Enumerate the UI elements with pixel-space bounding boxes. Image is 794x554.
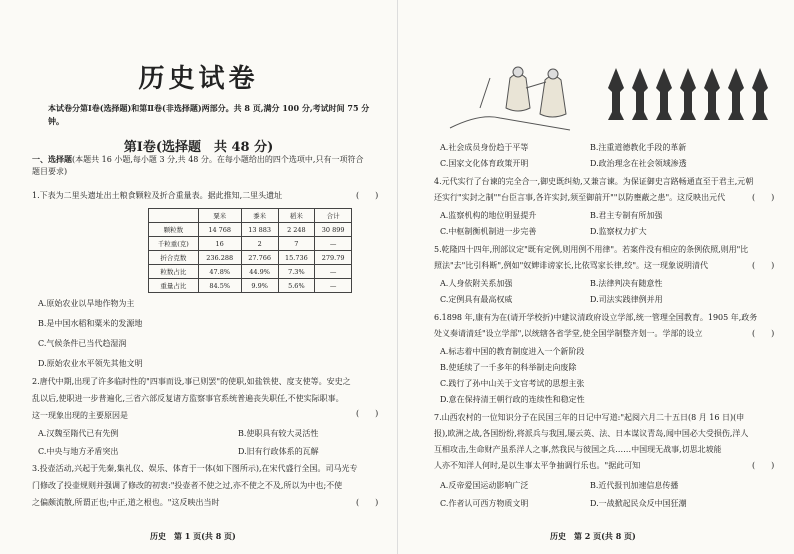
table-row bbox=[149, 237, 352, 251]
table-header-row bbox=[149, 209, 352, 223]
table-cell: 279.79 bbox=[315, 251, 352, 265]
question-5-line: 5.乾隆四十四年,刑部议定"既有定例,则用例不用律"。若案件没有相应的条例依照,则用"比 bbox=[434, 245, 749, 254]
q1-option-d: D.原始农业水平领先其他文明 bbox=[38, 359, 143, 368]
q7-option-a: A.反帝爱国运动影响广泛 bbox=[440, 481, 529, 490]
table-header: 黍米 bbox=[241, 209, 278, 223]
table-header: 合计 bbox=[315, 209, 352, 223]
q3-option-d: D.政治理念在社会领域渗透 bbox=[590, 159, 687, 168]
q4-option-c: C.中枢制衡机制进一步完善 bbox=[440, 227, 537, 236]
table-row bbox=[149, 265, 352, 279]
table-cell: 13 883 bbox=[241, 223, 278, 237]
table-cell: 14 768 bbox=[198, 223, 241, 237]
question-6-line: 处义奏请清廷"设立学部",以统辖各省学堂,使全国学制整齐划一。学部的设立 bbox=[434, 329, 703, 338]
q7-option-c: C.作者认可西方物质文明 bbox=[440, 499, 529, 508]
q6-option-c: C.践行了孙中山关于文官考试的思想主张 bbox=[440, 379, 585, 388]
question-4-answer: ( ) bbox=[752, 193, 775, 202]
question-6-answer: ( ) bbox=[752, 329, 775, 338]
table-cell: 236.288 bbox=[198, 251, 241, 265]
part-title: 第Ⅰ卷(选择题 共 48 分) bbox=[123, 140, 274, 155]
table-header: 稻米 bbox=[278, 209, 315, 223]
question-2-line: 2.唐代中期,出现了许多临时性的"四事而设,事已则罢"的使职,如盐铁使、度支使等。安史之 bbox=[32, 377, 351, 386]
q6-option-a: A.标志着中国的教育制度进入一个新阶段 bbox=[440, 347, 585, 356]
exam-title: 历史试卷 bbox=[138, 64, 259, 94]
q1-option-b: B.是中国水稻和粟米的发源地 bbox=[38, 319, 143, 328]
table-cell: 7 bbox=[278, 237, 315, 251]
q7-option-b: B.近代报刊加速信息传播 bbox=[590, 481, 679, 490]
question-7-line: 互相攻击,生命财产虽系洋人之事,然我民与彼国之兵……中国现无战事,切思北坡能 bbox=[434, 445, 722, 454]
q7-option-d: D.一战掀起民众反中国狂潮 bbox=[590, 499, 687, 508]
table-row bbox=[149, 279, 352, 293]
q1-option-a: A.原始农业以旱地作物为主 bbox=[38, 299, 135, 308]
question-2-answer: ( ) bbox=[356, 409, 379, 418]
table-header bbox=[149, 209, 199, 223]
question-6-line: 6.1898 年,康有为在(请开学校折)中建议清政府设立学部,统一管理全国教育。1905 年,政务 bbox=[434, 313, 758, 322]
question-2-line: 乱以后,使职进一步普遍化,三省六部反复诸方监察事官系统普遍丧失职任,不使实际职事。 bbox=[32, 394, 344, 403]
section-intro-text: (本题共 16 小题,每小题 3 分,共 48 分。在每小题给出的四个选项中,只有一项符合 bbox=[72, 155, 364, 164]
grain-table bbox=[148, 208, 352, 293]
q3-option-b: B.注重道德教化手段的革新 bbox=[590, 143, 687, 152]
table-cell: 折合克数 bbox=[149, 251, 199, 265]
table-header: 粟米 bbox=[198, 209, 241, 223]
exam-intro: 本试卷分第Ⅰ卷(选择题)和第Ⅱ卷(非选择题)两部分。共 8 页,满分 100 分,考试时间 75 分钟。 bbox=[48, 103, 370, 126]
table-cell: 颗粒数 bbox=[149, 223, 199, 237]
q4-option-b: B.君主专制有所加强 bbox=[590, 211, 663, 220]
pot-row bbox=[608, 68, 768, 120]
page-2-footer: 历史 第 2 页(共 8 页) bbox=[550, 531, 636, 541]
question-4-line: 4.元代实行了台谏的完全合一,御史既纠劾,又兼言谏。为保证御史言路畅通直至于君主,元朝 bbox=[434, 177, 754, 186]
q5-option-b: B.法律判决有随意性 bbox=[590, 279, 663, 288]
q4-option-a: A.监察机构的地位明显提升 bbox=[440, 211, 537, 220]
table-cell: 47.8% bbox=[198, 265, 241, 279]
table-cell: — bbox=[315, 265, 352, 279]
table-cell: 千粒重(克) bbox=[149, 237, 199, 251]
q5-option-a: A.人身依附关系加强 bbox=[440, 279, 513, 288]
q2-option-a: A.汉魏至隋代已有先例 bbox=[38, 429, 119, 438]
section-intro-line2: 题目要求) bbox=[32, 167, 68, 176]
q5-option-c: C.定例具有最高权威 bbox=[440, 295, 513, 304]
question-4-line: 还实行"实封之制""台臣言事,各许实封,须至御前开""以防壅蔽之患"。这反映出元代 bbox=[434, 193, 726, 202]
q1-option-c: C.气候条件已当代趋湿润 bbox=[38, 339, 127, 348]
q2-option-c: C.中央与地方矛盾突出 bbox=[38, 447, 119, 456]
question-7-line: 人亦不知洋人何时,是以生事太平争抽调行乐也。"据此可知 bbox=[434, 461, 641, 470]
question-1-answer: ( ) bbox=[356, 191, 379, 200]
table-cell: 30 899 bbox=[315, 223, 352, 237]
table-cell: 15.736 bbox=[278, 251, 315, 265]
question-3-answer: ( ) bbox=[356, 498, 379, 507]
question-3-line: 门修改了投壶规则并强调了修改的初衷:"投壶者不使之过,亦不使之不及,所以为中也;不使 bbox=[32, 481, 343, 490]
table-cell: 粒数占比 bbox=[149, 265, 199, 279]
table-cell: 9.9% bbox=[241, 279, 278, 293]
section-intro bbox=[32, 153, 363, 166]
q3-option-c: C.国家文化体育政策开明 bbox=[440, 159, 529, 168]
table-cell: 5.6% bbox=[278, 279, 315, 293]
table-row bbox=[149, 223, 352, 237]
table-cell: 84.5% bbox=[198, 279, 241, 293]
question-5-answer: ( ) bbox=[752, 261, 775, 270]
q4-option-d: D.监察权力扩大 bbox=[590, 227, 647, 236]
table-row bbox=[149, 251, 352, 265]
table-cell: 重量占比 bbox=[149, 279, 199, 293]
table-cell: 16 bbox=[198, 237, 241, 251]
q5-option-d: D.司法实践律例并用 bbox=[590, 295, 663, 304]
table-cell: — bbox=[315, 279, 352, 293]
page-1-footer: 历史 第 1 页(共 8 页) bbox=[150, 531, 236, 541]
q2-option-d: D.旧有行政体系的瓦解 bbox=[238, 447, 319, 456]
question-1: 1.下表为二里头遗址出土粮食颗粒及折合重量表。据此推知,二里头遗址 bbox=[32, 191, 283, 200]
q6-option-b: B.使延续了一千多年的科举制走向废除 bbox=[440, 363, 577, 372]
touhu-illustration bbox=[440, 58, 770, 138]
question-3-line: 之偏颇流散,所谓正也;中正,道之根也。"这反映出当时 bbox=[32, 498, 220, 507]
section-intro-bold: 一、选择题 bbox=[32, 154, 72, 164]
q3-option-a: A.社会成员身份趋于平等 bbox=[440, 143, 529, 152]
question-3-line: 3.投壶活动,兴起于先秦,集礼仪、娱乐、体育于一体(如下图所示),在宋代盛行全国。司马光专 bbox=[32, 464, 358, 473]
q2-option-b: B.使职具有较大灵活性 bbox=[238, 429, 319, 438]
question-7-answer: ( ) bbox=[752, 461, 775, 470]
table-cell: 27.766 bbox=[241, 251, 278, 265]
table-cell: 7.3% bbox=[278, 265, 315, 279]
table-cell: 44.9% bbox=[241, 265, 278, 279]
table-cell: — bbox=[315, 237, 352, 251]
question-7-line: 7.山西农村的一位知识分子在民国三年的日记中写道:"起阅六月二十五日(8 月 16 日)(申 bbox=[434, 413, 745, 422]
question-5-line: 照法"去"比引科断",例如"奴婢诽谤家长,比依骂家长律,绞"。这一现象说明清代 bbox=[434, 261, 709, 270]
table-cell: 2 bbox=[241, 237, 278, 251]
q6-option-d: D.意在保持清王朝行政的连续性和稳定性 bbox=[440, 395, 585, 404]
table-cell: 2 248 bbox=[278, 223, 315, 237]
question-7-line: 报),欧洲之战,各国纷纷,将派兵与我国,屡云英、法、日本谋议青岛,闻中国必大受损伤,洋人 bbox=[434, 429, 749, 438]
question-2-line: 这一现象出现的主要原因是 bbox=[32, 411, 128, 420]
